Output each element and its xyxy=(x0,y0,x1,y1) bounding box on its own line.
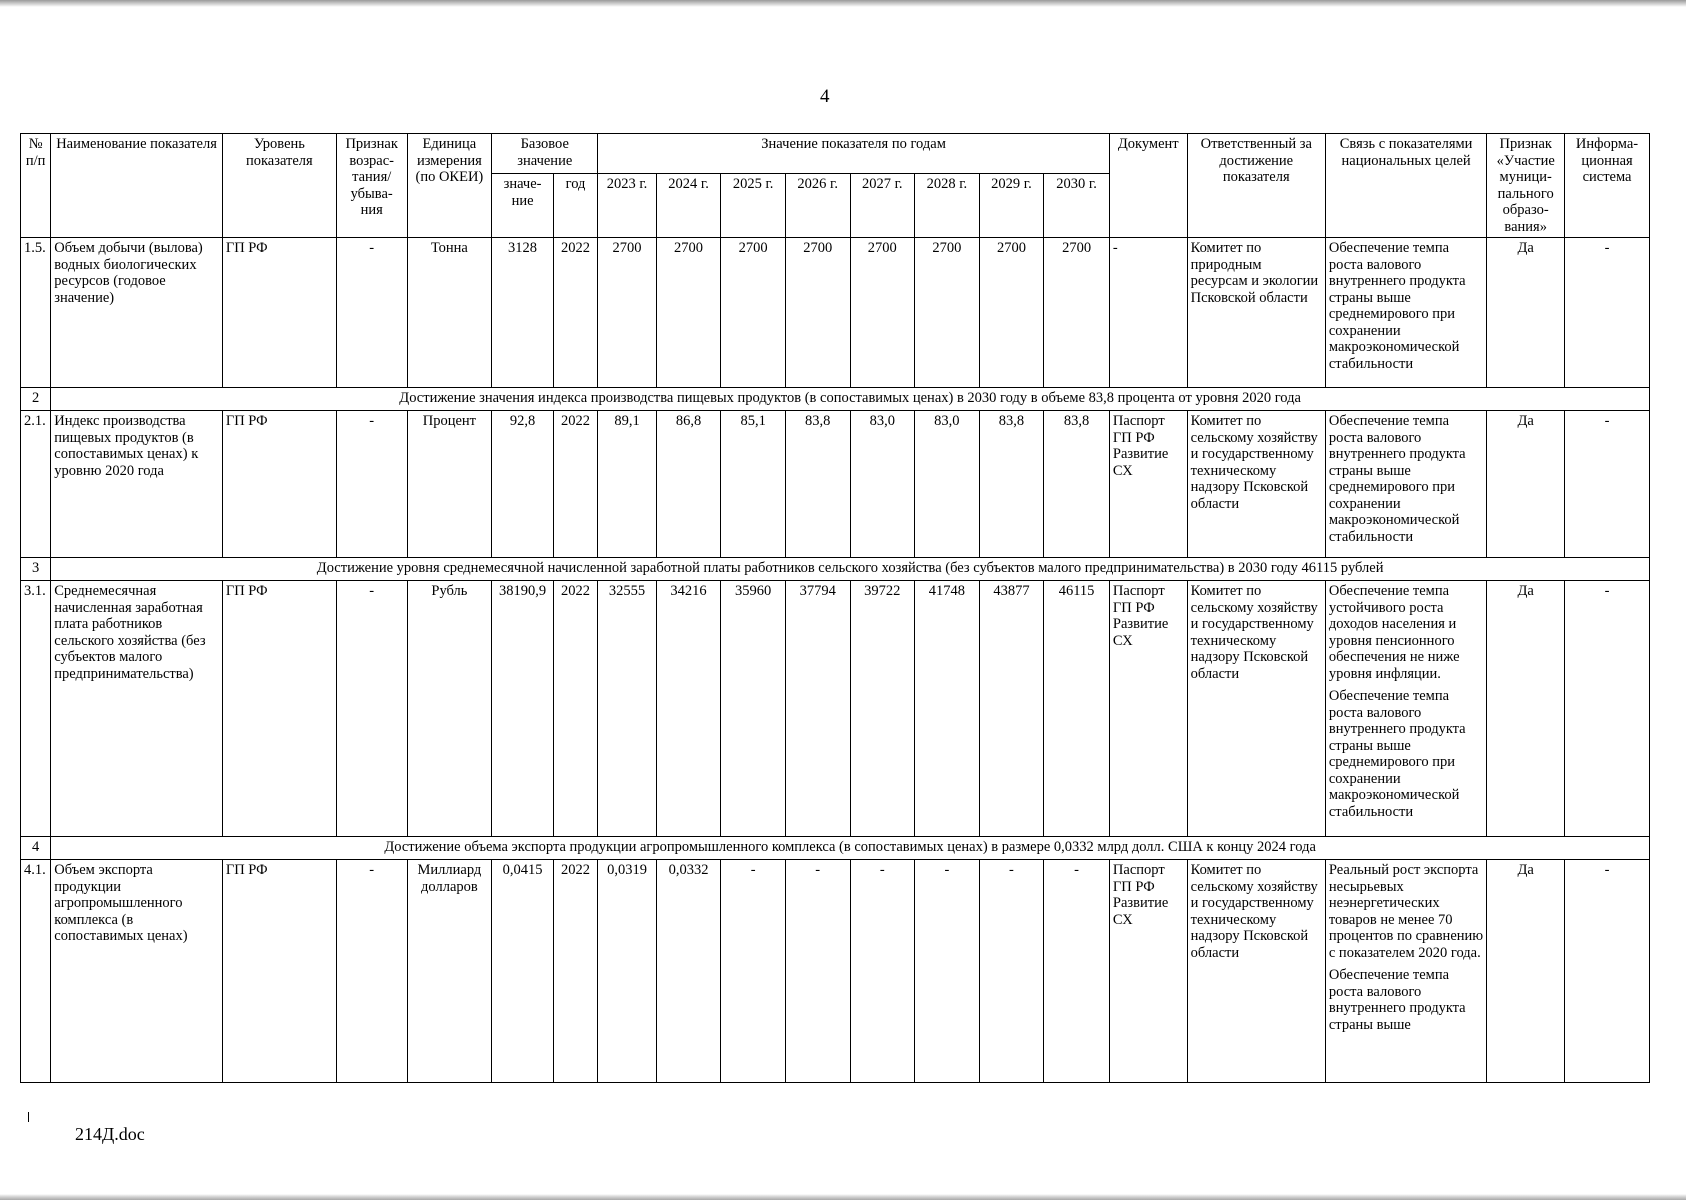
row-num: 2.1. xyxy=(21,411,51,558)
row-value-2025: - xyxy=(721,860,786,1083)
national-goal-link: Реальный рост экспорта несырьевых неэнергетических товаров не менее 70 процентов по сравнению с показателем 2020 года. xyxy=(1328,862,1484,961)
row-participation: Да xyxy=(1487,238,1565,388)
row-base-year: 2022 xyxy=(553,238,597,388)
header-participation: Признак «Участие муници-пального образо-вания» xyxy=(1487,134,1565,238)
row-sign: - xyxy=(336,238,407,388)
section-row xyxy=(21,837,1650,860)
row-value-2028: 83,0 xyxy=(915,411,980,558)
row-info-system: - xyxy=(1565,581,1650,837)
section-num: 2 xyxy=(21,388,51,411)
row-value-2027: 39722 xyxy=(850,581,915,837)
row-links xyxy=(1325,860,1486,1083)
header-year-2025: 2025 г. xyxy=(721,174,786,238)
row-value-2030: 83,8 xyxy=(1044,411,1110,558)
header-year-2030: 2030 г. xyxy=(1044,174,1110,238)
row-value-2029: 43877 xyxy=(979,581,1044,837)
row-value-2030: - xyxy=(1044,860,1110,1083)
header-level: Уровень показателя xyxy=(222,134,336,238)
header-year-2024: 2024 г. xyxy=(656,174,721,238)
row-name: Объем добычи (вылова) водных биологических ресурсов (годовое значение) xyxy=(51,238,223,388)
header-responsible: Ответственный за достижение показателя xyxy=(1187,134,1325,238)
header-year-2029: 2029 г. xyxy=(979,174,1044,238)
header-year-2026: 2026 г. xyxy=(785,174,850,238)
row-base-year: 2022 xyxy=(553,581,597,837)
row-value-2023: 89,1 xyxy=(598,411,657,558)
row-unit: Тонна xyxy=(407,238,492,388)
row-value-2024: 2700 xyxy=(656,238,721,388)
row-value-2025: 85,1 xyxy=(721,411,786,558)
row-level: ГП РФ xyxy=(222,581,336,837)
section-num: 4 xyxy=(21,837,51,860)
national-goal-link: Обеспечение темпа роста валового внутреннего продукта страны выше среднемирового при сохранении макроэкономической стабильности xyxy=(1328,688,1466,820)
row-name: Индекс производства пищевых продуктов (в сопоставимых ценах) к уровню 2020 года xyxy=(51,411,223,558)
row-value-2024: 0,0332 xyxy=(656,860,721,1083)
header-year-2023: 2023 г. xyxy=(598,174,657,238)
row-value-2026: - xyxy=(785,860,850,1083)
table-row xyxy=(21,411,1650,558)
national-goal-link: Обеспечение темпа роста валового внутреннего продукта страны выше xyxy=(1328,967,1466,1033)
row-value-2028: 2700 xyxy=(915,238,980,388)
header-year-2027: 2027 г. xyxy=(850,174,915,238)
row-value-2026: 37794 xyxy=(785,581,850,837)
row-value-2027: 2700 xyxy=(850,238,915,388)
scan-edge-top xyxy=(0,0,1686,7)
row-name: Объем экспорта продукции агропромышленного комплекса (в сопоставимых ценах) xyxy=(51,860,223,1083)
row-participation: Да xyxy=(1487,860,1565,1083)
header-info-system: Информа-ционная система xyxy=(1565,134,1650,238)
section-title: Достижение объема экспорта продукции агропромышленного комплекса (в сопоставимых ценах) в размере 0,0332 млрд долл. США к концу 2024 года xyxy=(51,837,1650,860)
row-value-2026: 83,8 xyxy=(785,411,850,558)
table-row xyxy=(21,581,1650,837)
page-number: 4 xyxy=(820,86,830,107)
row-value-2028: 41748 xyxy=(915,581,980,837)
row-sign: - xyxy=(336,860,407,1083)
row-num: 4.1. xyxy=(21,860,51,1083)
table-row xyxy=(21,238,1650,388)
row-value-2027: 83,0 xyxy=(850,411,915,558)
row-base-year: 2022 xyxy=(553,411,597,558)
row-responsible: Комитет по сельскому хозяйству и государственному техническому надзору Псковской области xyxy=(1187,860,1325,1083)
row-value-2025: 2700 xyxy=(721,238,786,388)
header-name: Наименование показателя xyxy=(51,134,223,238)
row-name: Среднемесячная начисленная заработная плата работников сельского хозяйства (без субъектов малого предпринимательства) xyxy=(51,581,223,837)
section-row xyxy=(21,558,1650,581)
row-num: 3.1. xyxy=(21,581,51,837)
row-value-2029: - xyxy=(979,860,1044,1083)
row-responsible: Комитет по сельскому хозяйству и государственному техническому надзору Псковской области xyxy=(1187,411,1325,558)
row-document: Паспорт ГП РФ Развитие СХ xyxy=(1109,581,1187,837)
indicators-table xyxy=(20,133,1650,1083)
row-unit: Миллиард долларов xyxy=(407,860,492,1083)
row-info-system: - xyxy=(1565,411,1650,558)
row-value-2023: 0,0319 xyxy=(598,860,657,1083)
row-sign: - xyxy=(336,581,407,837)
row-value-2024: 34216 xyxy=(656,581,721,837)
row-links xyxy=(1325,581,1486,837)
row-responsible: Комитет по сельскому хозяйству и государственному техническому надзору Псковской области xyxy=(1187,581,1325,837)
row-document: Паспорт ГП РФ Развитие СХ xyxy=(1109,860,1187,1083)
header-sign: Признак возрас-тания/ убыва-ния xyxy=(336,134,407,238)
row-level: ГП РФ xyxy=(222,238,336,388)
row-unit: Рубль xyxy=(407,581,492,837)
row-value-2028: - xyxy=(915,860,980,1083)
row-base-value: 92,8 xyxy=(492,411,554,558)
row-level: ГП РФ xyxy=(222,860,336,1083)
scan-edge-bottom xyxy=(0,1194,1686,1200)
row-participation: Да xyxy=(1487,411,1565,558)
header-base: Базовое значение xyxy=(492,134,598,174)
header-unit: Единица измерения (по ОКЕИ) xyxy=(407,134,492,238)
row-level: ГП РФ xyxy=(222,411,336,558)
row-value-2030: 46115 xyxy=(1044,581,1110,837)
section-row xyxy=(21,388,1650,411)
row-value-2026: 2700 xyxy=(785,238,850,388)
row-base-value: 38190,9 xyxy=(492,581,554,837)
footer-filename: 214Д.doc xyxy=(75,1124,145,1144)
row-value-2023: 32555 xyxy=(598,581,657,837)
table-row xyxy=(21,860,1650,1083)
row-participation: Да xyxy=(1487,581,1565,837)
row-info-system: - xyxy=(1565,238,1650,388)
row-value-2024: 86,8 xyxy=(656,411,721,558)
row-num: 1.5. xyxy=(21,238,51,388)
row-document: - xyxy=(1109,238,1187,388)
header-document: Документ xyxy=(1109,134,1187,238)
margin-rule xyxy=(28,1112,33,1122)
row-document: Паспорт ГП РФ Развитие СХ xyxy=(1109,411,1187,558)
row-value-2027: - xyxy=(850,860,915,1083)
row-info-system: - xyxy=(1565,860,1650,1083)
row-value-2030: 2700 xyxy=(1044,238,1110,388)
row-value-2023: 2700 xyxy=(598,238,657,388)
header-years-group: Значение показателя по годам xyxy=(598,134,1110,174)
national-goal-link: Обеспечение темпа роста валового внутреннего продукта страны выше среднемирового при сохранении макроэкономической стабильности xyxy=(1328,240,1466,372)
header-link: Связь с показателями национальных целей xyxy=(1325,134,1486,238)
row-unit: Процент xyxy=(407,411,492,558)
row-value-2029: 2700 xyxy=(979,238,1044,388)
header-base-year: год xyxy=(553,174,597,238)
row-base-value: 0,0415 xyxy=(492,860,554,1083)
header-base-value: значе-ние xyxy=(492,174,554,238)
section-title: Достижение значения индекса производства пищевых продуктов (в сопоставимых ценах) в 2030 году в объеме 83,8 процента от уровня 2020 года xyxy=(51,388,1650,411)
header-num: № п/п xyxy=(21,134,51,238)
row-value-2025: 35960 xyxy=(721,581,786,837)
section-title: Достижение уровня среднемесячной начисленной заработной платы работников сельского хозяйства (без субъектов малого предпринимательства) в 2030 году 46115 рублей xyxy=(51,558,1650,581)
national-goal-link: Обеспечение темпа устойчивого роста доходов населения и уровня пенсионного обеспечения не ниже уровня инфляции. xyxy=(1328,583,1460,682)
national-goal-link: Обеспечение темпа роста валового внутреннего продукта страны выше среднемирового при сохранении макроэкономической стабильности xyxy=(1328,413,1466,545)
row-links xyxy=(1325,238,1486,388)
row-links xyxy=(1325,411,1486,558)
row-base-value: 3128 xyxy=(492,238,554,388)
row-responsible: Комитет по природным ресурсам и экологии Псковской области xyxy=(1187,238,1325,388)
row-base-year: 2022 xyxy=(553,860,597,1083)
header-year-2028: 2028 г. xyxy=(915,174,980,238)
section-num: 3 xyxy=(21,558,51,581)
table-header xyxy=(21,134,1650,238)
row-sign: - xyxy=(336,411,407,558)
row-value-2029: 83,8 xyxy=(979,411,1044,558)
